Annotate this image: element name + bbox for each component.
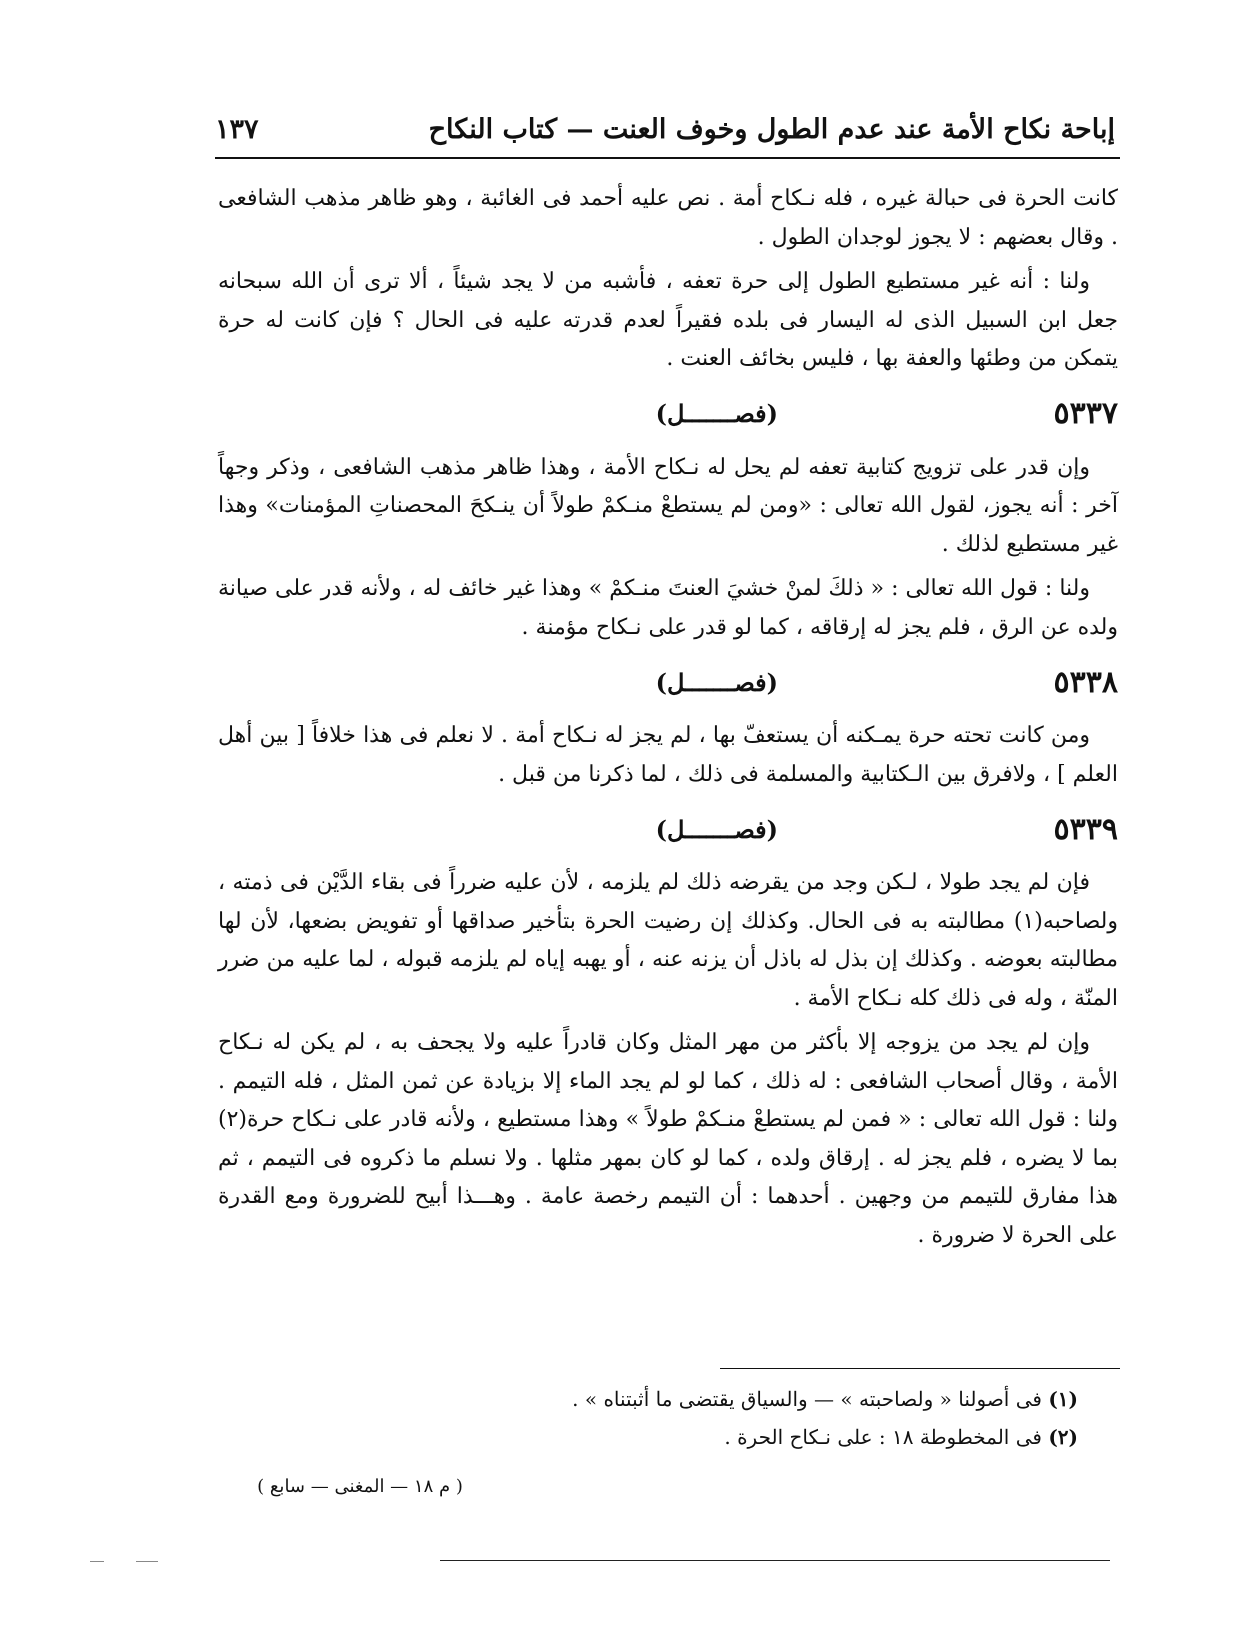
- footnote: [218, 1380, 1078, 1418]
- scan-mark: [90, 1561, 104, 1562]
- header-rule: [215, 157, 1120, 159]
- bottom-rule: [440, 1560, 1110, 1561]
- paragraph: ولنا : أنه غير مستطيع الطول إلى حرة تعفه ، فأشبه من لا يجد شيئاً ، ألا ترى أن الله سبحانه جعل ابن السبيل الذى له اليسار فى بلده فقيراً لعدم قدرته عليه فى الحال ؟ فإن كانت له حرة يتمكن من وطئها والعفة بها ، فليس بخائف العنت .: [218, 269, 1118, 371]
- section-heading: [218, 385, 1118, 445]
- footnotes: [218, 1380, 1078, 1456]
- paragraph: ولنا : قول الله تعالى : « ذلكَ لمنْ خشيَ العنتَ منـكمْ » وهذا غير خائف له ، ولأنه قدر على صيانة ولده عن الرق ، فلم يجز له إرقاقه ، كما لو قدر على نـكاح مؤمنة .: [218, 576, 1118, 640]
- paragraph: وإن لم يجد من يزوجه إلا بأكثر من مهر المثل وكان قادراً عليه ولا يجحف به ، لم يكن له نـكاح الأمة ، وقال أصحاب الشافعى : له ذلك ، كما لو لم يجد الماء إلا بزيادة عن ثمن المثل ، فله التيمم . ولنا : قول الله تعالى : « فمن لم يستطعْ منـكمْ طولاً » وهذا مستطيع ، ولأنه قادر على نـكاح حرة(٢) بما لا يضره ، فلم يجز له . إرقاق ولده ، كما لو كان بمهر مثلها . ولا نسلم ما ذكروه فى التيمم ، ثم هذا مفارق للتيمم من وجهين . أحدهما : أن التيمم رخصة عامة . وهـــذا أبيح للضرورة ومع القدرة على الحرة لا ضرورة .: [218, 1030, 1118, 1248]
- section-number: ٥٣٣٨: [1053, 664, 1118, 700]
- footnote-rule: [720, 1368, 1120, 1369]
- section-heading: [218, 653, 1118, 713]
- section-number: ٥٣٣٩: [1053, 811, 1118, 847]
- section-title: (فصـــــــل): [655, 667, 778, 697]
- scan-mark: [136, 1561, 158, 1562]
- section-title: (فصـــــــل): [655, 814, 778, 844]
- header-title: إباحة نكاح الأمة عند عدم الطول وخوف العنت — كتاب النكاح: [428, 113, 1115, 145]
- main-text: [218, 180, 1118, 1261]
- footnote-number: (١): [1048, 1387, 1078, 1411]
- section-heading: [218, 800, 1118, 860]
- footnote-text: فى المخطوطة ١٨ : على نـكاح الحرة .: [724, 1425, 1042, 1449]
- footnote-number: (٢): [1048, 1425, 1078, 1449]
- printer-signature: ( م ١٨ — المغنى — سابع ): [257, 1476, 463, 1497]
- footnote: [218, 1418, 1078, 1456]
- page-number: ١٣٧: [215, 113, 259, 145]
- paragraph: ومن كانت تحته حرة يمـكنه أن يستعفّ بها ، لم يجز له نـكاح أمة . لا نعلم فى هذا خلافاً [ بين أهل العلم ] ، ولافرق بين الـكتابية والمسلمة فى ذلك ، لما ذكرنا من قبل .: [218, 723, 1118, 787]
- section-title: (فصـــــــل): [655, 399, 778, 429]
- paragraph: كانت الحرة فى حبالة غيره ، فله نـكاح أمة . نص عليه أحمد فى الغائبة ، وهو ظاهر مذهب الشافعى . وقال بعضهم : لا يجوز لوجدان الطول .: [218, 186, 1118, 250]
- paragraph: فإن لم يجد طولا ، لـكن وجد من يقرضه ذلك لم يلزمه ، لأن عليه ضرراً فى بقاء الدَّيْن فى ذمته ، ولصاحبه(١) مطالبته به فى الحال. وكذلك إن رضيت الحرة بتأخير صداقها أو تفويض بضعها، لأن لها مطالبته بعوضه . وكذلك إن بذل له باذل أن يزنه عنه ، أو يهبه إياه لم يلزمه قبوله ، لما عليه من ضرر المنّة ، وله فى ذلك كله نـكاح الأمة .: [218, 870, 1119, 1011]
- footnote-text: فى أصولنا « ولصاحبته » — والسياق يقتضى ما أثبتناه » .: [572, 1387, 1042, 1411]
- paragraph: وإن قدر على تزويج كتابية تعفه لم يحل له نـكاح الأمة ، وهذا ظاهر مذهب الشافعى ، وذكر وجهاً آخر : أنه يجوز، لقول الله تعالى : «ومن لم يستطعْ منـكمْ طولاً أن ينـكحَ المحصناتِ المؤمنات» وهذا غير مستطيع لذلك .: [218, 454, 1118, 557]
- running-header: [215, 104, 1115, 154]
- section-number: ٥٣٣٧: [1053, 396, 1118, 432]
